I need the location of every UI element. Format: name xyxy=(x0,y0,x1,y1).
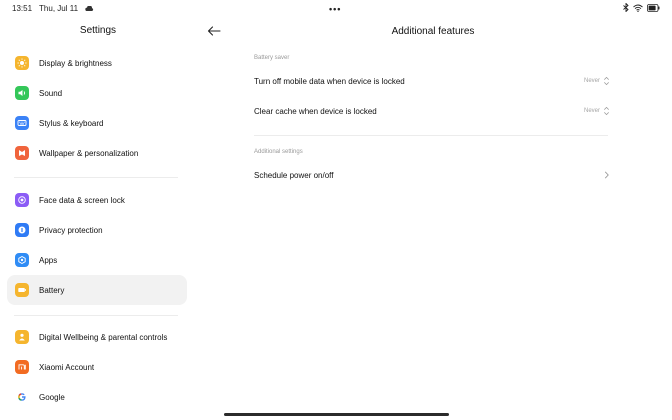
sidebar-item-wellbeing[interactable] xyxy=(7,322,187,352)
privacy-icon xyxy=(15,223,29,237)
sidebar-divider xyxy=(14,177,178,178)
schedule-power-setting[interactable] xyxy=(254,162,610,188)
sidebar-item-battery[interactable] xyxy=(7,275,187,305)
sidebar-item-face-lock[interactable] xyxy=(7,185,187,215)
status-date: Thu, Jul 11 xyxy=(39,4,79,13)
status-bar xyxy=(0,0,672,16)
sidebar-item-label: Display & brightness xyxy=(39,58,112,68)
chevron-right-icon xyxy=(603,170,610,180)
sidebar-item-google[interactable] xyxy=(7,382,187,412)
setting-label: Schedule power on/off xyxy=(254,170,334,180)
sidebar-item-privacy[interactable] xyxy=(7,215,187,245)
sidebar-item-label: Apps xyxy=(39,255,58,265)
sidebar-item-xiaomi-account[interactable] xyxy=(7,352,187,382)
face-lock-icon xyxy=(15,193,29,207)
mobile-data-lock-setting[interactable] xyxy=(254,68,610,94)
setting-value: Never xyxy=(583,78,600,84)
sidebar-item-stylus-keyboard[interactable] xyxy=(7,108,187,138)
setting-label: Clear cache when device is locked xyxy=(254,106,377,116)
detail-pane xyxy=(196,16,672,420)
setting-label: Turn off mobile data when device is locked xyxy=(254,76,405,86)
sidebar-item-label: Stylus & keyboard xyxy=(39,118,104,128)
sidebar-item-label: Wallpaper & personalization xyxy=(39,148,139,158)
chevron-up-down-icon xyxy=(603,106,610,116)
cloud-icon xyxy=(85,6,94,11)
google-icon xyxy=(15,390,29,404)
apps-icon xyxy=(15,253,29,267)
section-divider xyxy=(254,135,608,136)
sidebar-title: Settings xyxy=(79,25,117,36)
wellbeing-icon xyxy=(15,330,29,344)
home-indicator[interactable] xyxy=(224,413,449,416)
overflow-dots-icon[interactable]: ••• xyxy=(329,4,342,14)
keyboard-icon xyxy=(15,116,29,130)
section-label-battery-saver: Battery saver xyxy=(254,55,290,61)
sidebar-item-wallpaper[interactable] xyxy=(7,138,187,168)
section-label-additional-settings: Additional settings xyxy=(254,149,303,155)
wallpaper-icon xyxy=(15,146,29,160)
clear-cache-lock-setting[interactable] xyxy=(254,98,610,124)
page-title: Additional features xyxy=(391,26,475,37)
sidebar-item-label: Google xyxy=(39,392,65,402)
sidebar-item-label: Privacy protection xyxy=(39,225,103,235)
setting-value: Never xyxy=(583,108,600,114)
speaker-icon xyxy=(15,86,29,100)
xiaomi-icon xyxy=(15,360,29,374)
sidebar-divider xyxy=(14,315,178,316)
battery-icon xyxy=(15,283,29,297)
sidebar-item-sound[interactable] xyxy=(7,78,187,108)
status-time: 13:51 xyxy=(12,4,33,13)
sidebar-item-label: Face data & screen lock xyxy=(39,195,125,205)
sun-icon xyxy=(15,56,29,70)
sidebar-item-display[interactable] xyxy=(7,48,187,78)
chevron-up-down-icon xyxy=(603,76,610,86)
sidebar-item-label: Battery xyxy=(39,285,65,295)
battery-status-icon xyxy=(647,4,660,12)
wifi-icon xyxy=(633,4,643,12)
sidebar-item-apps[interactable] xyxy=(7,245,187,275)
bluetooth-icon xyxy=(623,3,629,12)
sidebar-item-label: Xiaomi Account xyxy=(39,362,95,372)
settings-sidebar xyxy=(0,16,196,420)
sidebar-item-label: Digital Wellbeing & parental controls xyxy=(39,332,168,342)
sidebar-item-label: Sound xyxy=(39,88,63,98)
